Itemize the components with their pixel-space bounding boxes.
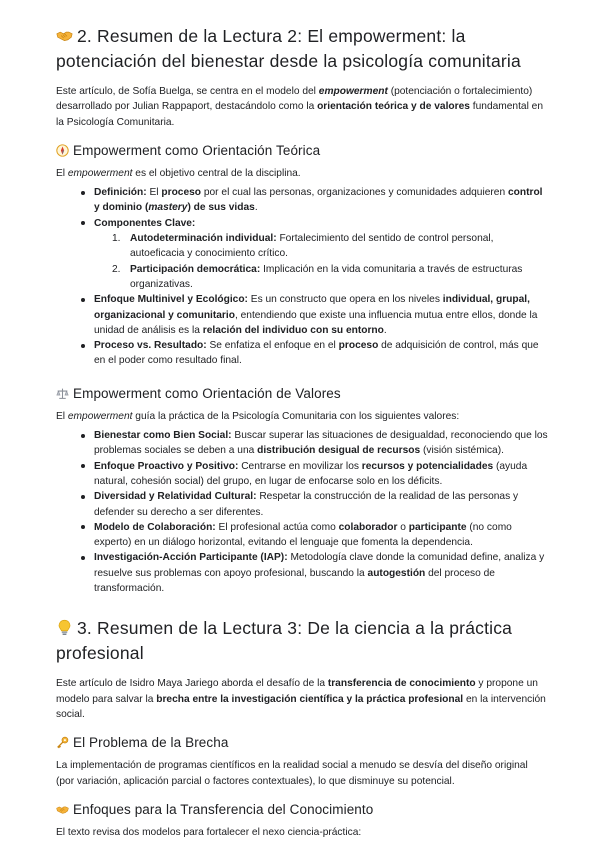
list-item-proceso: Proceso vs. Resultado: Se enfatiza el enfoque en el proceso de adquisición de control, más que en el poder como resultado final.: [94, 338, 548, 369]
list-item: Enfoque Proactivo y Positivo: Centrarse en movilizar los recursos y potencialidades (ayuda natural, cohesión social) del grupo, en lugar de enfocarse solo en los déficits.: [94, 459, 548, 490]
balance-scale-icon: [56, 387, 69, 400]
section-3-heading: [56, 616, 548, 666]
valores-intro: El empowerment guía la práctica de la Psicología Comunitaria con los siguientes valores:: [56, 410, 460, 422]
section-2-title-line1: 2. Resumen de la Lectura 2: El empowerment: la: [77, 26, 466, 46]
key-icon: [56, 736, 69, 749]
handshake-icon: [56, 27, 73, 44]
heading-valores: Empowerment como Orientación de Valores: [56, 385, 548, 403]
componente-item: 1. Autodeterminación individual: Fortalecimiento del sentido de control personal, autoeficacia y conocimiento crítico.: [112, 233, 494, 260]
enfoques-text: El texto revisa dos modelos para fortalecer el nexo ciencia-práctica:: [56, 826, 362, 838]
section-3-title-line2: profesional: [56, 643, 144, 664]
section-2-heading: [56, 24, 548, 74]
section-3-title-line1: 3. Resumen de la Lectura 3: De la ciencia a la práctica: [77, 618, 513, 639]
list-item-definicion: Definición: El proceso por el cual las personas, organizaciones y comunidades adquieren control y dominio (mastery) de sus vidas.: [94, 185, 548, 216]
section-2-title-line2: potenciación del bienestar desde la psicología comunitaria: [56, 51, 521, 71]
light-bulb-icon: [56, 619, 73, 636]
componentes-list: [94, 231, 548, 292]
handshake-icon: [56, 803, 69, 816]
section-3-intro: Este artículo de Isidro Maya Jariego aborda el desafío de la transferencia de conocimiento y propone un modelo para salvar la brecha entre la investigación científica y la práctica profesional en la intervención social.: [56, 678, 546, 720]
heading-brecha: El Problema de la Brecha: [56, 734, 548, 752]
valores-list: [56, 428, 548, 596]
list-item: Bienestar como Bien Social: Buscar superar las situaciones de desigualdad, reconociendo que los problemas sociales se deben a una distribución desigual de recursos (visión sistémica).: [94, 428, 548, 459]
heading-enfoques: Enfoques para la Transferencia del Conocimiento: [56, 801, 548, 819]
heading-teorica: Empowerment como Orientación Teórica: [56, 142, 548, 160]
brecha-text: La implementación de programas científicos en la realidad social a menudo se desvía del diseño original (por variación, aplicación parcial o factores contextuales), lo que disminuye su potencial.: [56, 760, 528, 787]
list-item-componentes: Componentes Clave: 1. Autodeterminación individual: Fortalecimiento del sentido de control personal, autoeficacia y conocimiento crítico. 2. Participación democrática: Implicación en la vida comunitaria a través de estructuras organizativas.: [94, 216, 548, 292]
list-item-multinivel: Enfoque Multinivel y Ecológico: Es un constructo que opera en los niveles individual, grupal, organizacional y comunitario, entendiendo que existe una influencia mutua entre ellos, donde la unidad de análisis es la relación del individuo con su entorno.: [94, 292, 548, 338]
teorica-list: [56, 185, 548, 369]
list-item: Diversidad y Relatividad Cultural: Respetar la construcción de la realidad de las personas y defender su derecho a ser diferentes.: [94, 489, 548, 520]
componente-item: 2. Participación democrática: Implicación en la vida comunitaria a través de estructuras organizativas.: [112, 263, 523, 290]
list-item: Investigación-Acción Participante (IAP): Metodología clave donde la comunidad define, analiza y resuelve sus problemas con apoyo profesional, buscando la autogestión del proceso de transformación.: [94, 550, 548, 596]
section-2-intro: Este artículo, de Sofía Buelga, se centra en el modelo del empowerment (potenciación o fortalecimiento) desarrollado por Julian Rappaport, destacándolo como la orientación teórica y de valores fundamental en la Psicología Comunitaria.: [56, 86, 544, 128]
compass-icon: [56, 144, 69, 157]
teorica-intro: El empowerment es el objetivo central de la disciplina.: [56, 167, 301, 179]
list-item: Modelo de Colaboración: El profesional actúa como colaborador o participante (no como experto) en un diálogo horizontal, evitando el lenguaje que fomenta la dependencia.: [94, 520, 548, 551]
